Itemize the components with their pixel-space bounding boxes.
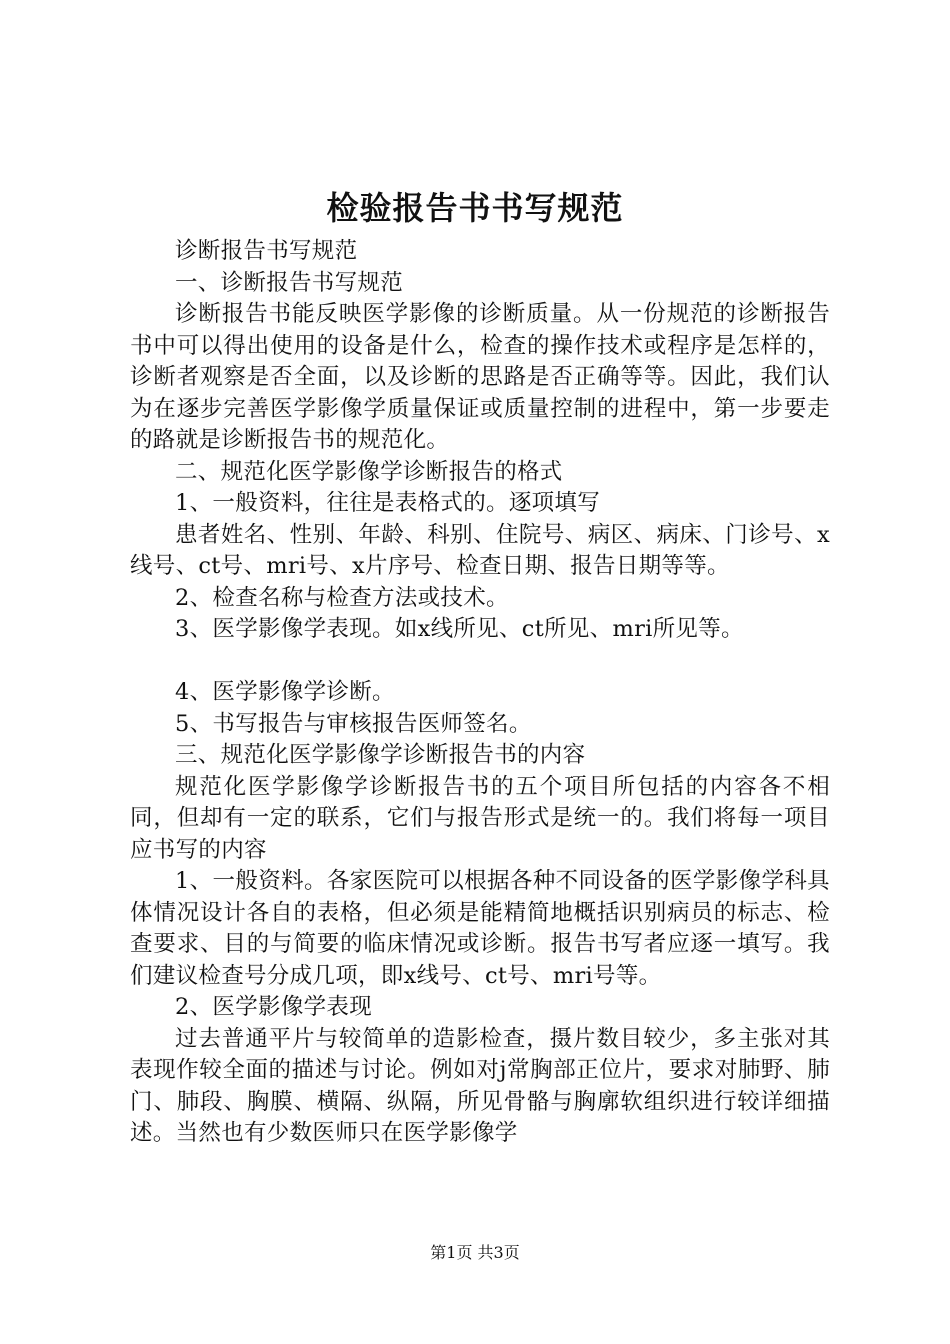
paragraph-subtitle: 诊断报告书写规范: [175, 238, 358, 264]
paragraph: 3、医学影像学表现。如x线所见、ct所见、mri所见等。: [175, 616, 744, 642]
paragraph: 4、医学影像学诊断。: [175, 679, 395, 705]
paragraph: 1、一般资料。各家医院可以根据各种不同设备的医学影像学科具体情况设计各自的表格，但必须是能精简地概括识别病员的标志、检查要求、目的与简要的临床情况或诊断。报告书写者应逐一填写。我们建议检查号分成几项，即x线号、ct号、mri号等。: [130, 868, 830, 989]
document-title: 检验报告书书写规范: [326, 189, 624, 227]
paragraph: 过去普通平片与较简单的造影检查，摄片数目较少，多主张对其表现作较全面的描述与讨论。例如对j常胸部正位片，要求对肺野、肺门、肺段、胸膜、横隔、纵隔，所见骨骼与胸廓软组织进行较详细描述。当然也有少数医师只在医学影像学: [130, 1025, 830, 1146]
blank-line: [130, 646, 830, 678]
paragraph-section-2-heading: 二、规范化医学影像学诊断报告的格式: [175, 458, 563, 485]
paragraph: 5、书写报告与审核报告医师签名。: [175, 710, 532, 737]
paragraph: 规范化医学影像学诊断报告书的五个项目所包括的内容各不相同，但却有一定的联系，它们与报告形式是统一的。我们将每一项目应书写的内容: [130, 773, 830, 863]
paragraph: 2、检查名称与检查方法或技术。: [175, 584, 509, 611]
paragraph-section-1-heading: 一、诊断报告书写规范: [175, 269, 404, 296]
paragraph: 2、医学影像学表现: [175, 994, 373, 1020]
paragraph-section-3-heading: 三、规范化医学影像学诊断报告书的内容: [175, 742, 586, 768]
paragraph: 诊断报告书能反映医学影像的诊断质量。从一份规范的诊断报告书中可以得出使用的设备是什么，检查的操作技术或程序是怎样的，诊断者观察是否全面，以及诊断的思路是否正确等等。因此，我们认为在逐步完善医学影像学质量保证或质量控制的进程中，第一步要走的路就是诊断报告书的规范化。: [130, 301, 830, 453]
document-body: [130, 236, 830, 1150]
paragraph: 患者姓名、性别、年龄、科别、住院号、病区、病床、门诊号、x线号、ct号、mri号、x片序号、检查日期、报告日期等等。: [130, 521, 830, 579]
page-number-footer: 第1页 共3页: [430, 1243, 520, 1262]
paragraph: 1、一般资料，往往是表格式的。逐项填写: [175, 490, 601, 516]
